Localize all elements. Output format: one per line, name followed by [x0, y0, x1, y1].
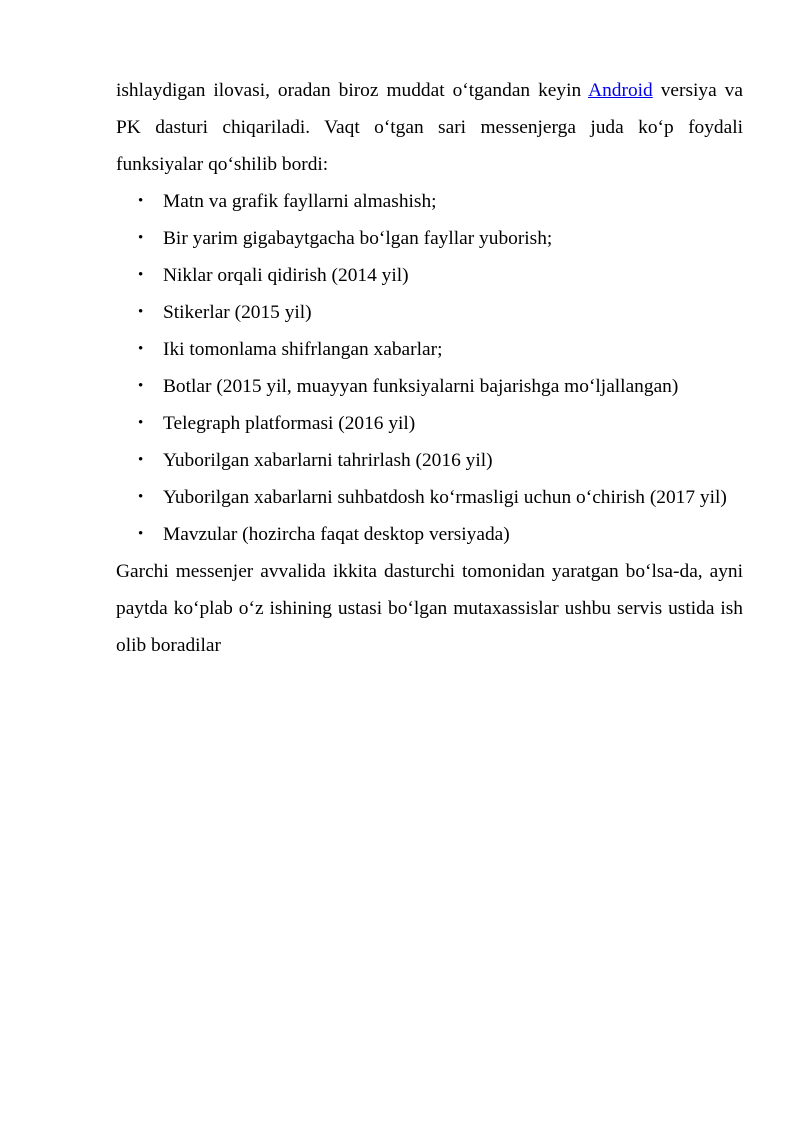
list-item-text: Telegraph platformasi (2016 yil): [163, 413, 416, 434]
list-item-text: Stikerlar (2015 yil): [163, 302, 312, 323]
list-item: [116, 257, 743, 294]
bullet-icon: •: [138, 341, 144, 357]
list-item-text: Yuborilgan xabarlarni suhbatdosh ko‘rmasligi uchun o‘chirish (2017 yil): [163, 487, 727, 508]
bullet-icon: •: [138, 230, 144, 246]
list-item: [116, 294, 743, 331]
intro-text-continued: versiya va PK dasturi chiqariladi. Vaqt o‘tgan sari messenjerga juda ko‘p foydali funksiyalar qo‘shilib bordi:: [116, 80, 743, 175]
list-item-text: Niklar orqali qidirish (2014 yil): [163, 265, 409, 286]
document-page: [116, 72, 743, 664]
bullet-icon: •: [138, 378, 144, 394]
list-item: [116, 405, 743, 442]
list-item-text: Iki tomonlama shifrlangan xabarlar;: [163, 339, 443, 360]
intro-paragraph: [116, 72, 743, 183]
intro-text: ishlaydigan ilovasi, oradan biroz muddat o‘tgandan keyin: [116, 80, 589, 101]
list-item: [116, 183, 743, 220]
list-item-text: Yuborilgan xabarlarni tahrirlash (2016 yil): [163, 450, 493, 471]
android-link[interactable]: Android: [588, 80, 653, 101]
list-item-text: Mavzular (hozircha faqat desktop versiyada): [163, 524, 510, 545]
list-item: [116, 220, 743, 257]
bullet-icon: •: [138, 267, 144, 283]
bullet-icon: •: [138, 489, 144, 505]
bullet-icon: •: [138, 526, 144, 542]
bullet-icon: •: [138, 452, 144, 468]
list-item-text: Botlar (2015 yil, muayyan funksiyalarni bajarishga mo‘ljallangan): [163, 376, 679, 397]
list-item-text: Matn va grafik fayllarni almashish;: [163, 191, 437, 212]
closing-paragraph: Garchi messenjer avvalida ikkita dasturchi tomonidan yaratgan bo‘lsa-da, ayni paytda ko‘plab o‘z ishining ustasi bo‘lgan mutaxassislar ushbu servis ustida ish olib boradilar: [116, 561, 743, 656]
bullet-icon: •: [138, 415, 144, 431]
list-item: [116, 516, 743, 553]
list-item-text: Bir yarim gigabaytgacha bo‘lgan fayllar yuborish;: [163, 228, 553, 249]
list-item: [116, 479, 743, 516]
features-list: [116, 183, 743, 553]
list-item: [116, 368, 743, 405]
list-item: [116, 331, 743, 368]
list-item: [116, 442, 743, 479]
bullet-icon: •: [138, 304, 144, 320]
bullet-icon: •: [138, 193, 144, 209]
